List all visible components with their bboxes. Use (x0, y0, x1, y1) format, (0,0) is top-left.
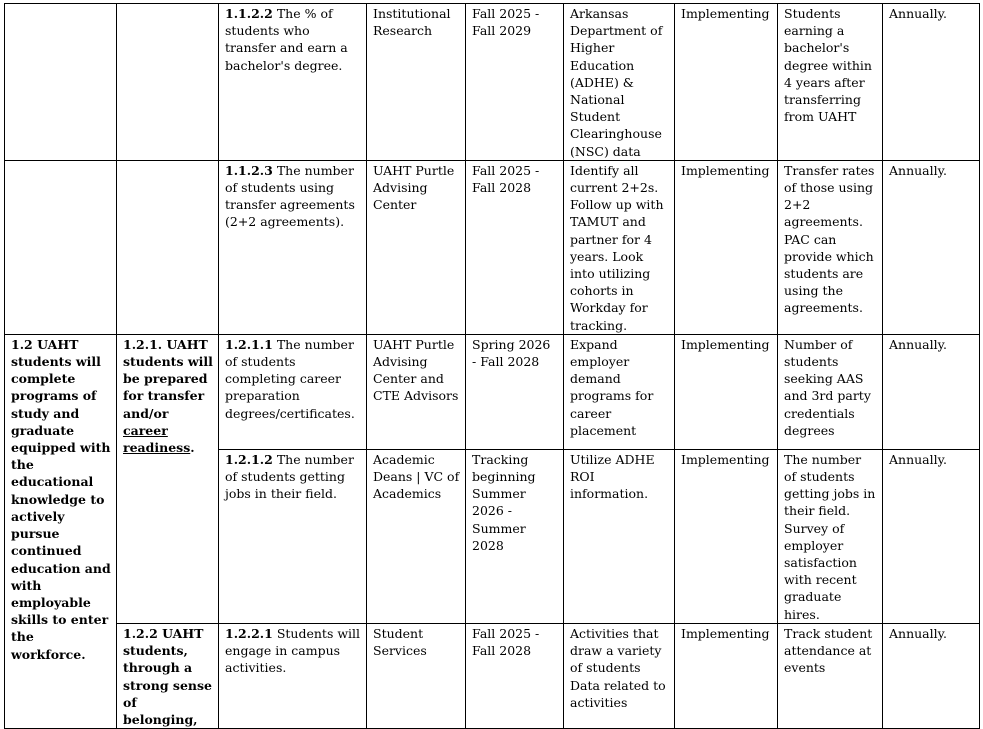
kpi-cell (219, 334, 367, 449)
measure-cell: Transfer rates of those using 2+2 agreements. PAC can provide which students are using the agreements. (778, 160, 883, 334)
frequency-cell: Annually. (883, 160, 980, 334)
status-cell: Implementing (675, 623, 778, 728)
kpi-number: 1.2.1.1 (225, 336, 273, 352)
kpi-cell (219, 623, 367, 728)
responsible-cell: Institutional Research (367, 4, 466, 161)
objective-underlined-text: career readiness (123, 422, 191, 456)
action-cell: Utilize ADHE ROI information. (564, 449, 675, 623)
responsible-cell: Student Services (367, 623, 466, 728)
timeline-cell: Fall 2025 - Fall 2028 (466, 623, 564, 728)
objective-1-2-2-cell: 1.2.2 UAHT students, through a strong sense of belonging, (117, 623, 219, 728)
kpi-number: 1.2.2.1 (225, 625, 273, 641)
timeline-cell: Tracking beginning Summer 2026 - Summer 2028 (466, 449, 564, 623)
frequency-cell: Annually. (883, 449, 980, 623)
strategic-plan-table (4, 3, 980, 729)
measure-cell: The number of students getting jobs in their field. Survey of employer satisfaction with recent graduate hires. (778, 449, 883, 623)
kpi-text: Students will engage in campus activities. (225, 625, 361, 676)
table-row (5, 160, 980, 334)
kpi-text: The number of students using transfer agreements (2+2 agreements). (225, 162, 355, 230)
responsible-cell: UAHT Purtle Advising Center (367, 160, 466, 334)
action-cell: Identify all current 2+2s. Follow up with TAMUT and partner for 4 years. Look into utilizing cohorts in Workday for tracking. (564, 160, 675, 334)
kpi-number: 1.2.1.2 (225, 451, 273, 467)
timeline-cell: Fall 2025 - Fall 2028 (466, 160, 564, 334)
goal-cell-empty (5, 160, 117, 334)
goal-1-2-cell: 1.2 UAHT students will complete programs of study and graduate equipped with the educational knowledge to actively pursue continued education and with employable skills to enter the workforce. (5, 334, 117, 728)
responsible-cell: Academic Deans | VC of Academics (367, 449, 466, 623)
goal-cell-empty (5, 4, 117, 161)
objective-end: . (190, 440, 195, 456)
kpi-cell (219, 4, 367, 161)
status-cell: Implementing (675, 160, 778, 334)
objective-text: 1.2.1. UAHT students will be prepared for transfer and/or (123, 336, 213, 421)
status-cell: Implementing (675, 334, 778, 449)
objective-1-2-1-cell (117, 334, 219, 623)
objective-cell-empty (117, 4, 219, 161)
timeline-cell: Spring 2026 - Fall 2028 (466, 334, 564, 449)
frequency-cell: Annually. (883, 334, 980, 449)
status-cell: Implementing (675, 4, 778, 161)
kpi-text: The number of students getting jobs in their field. (225, 451, 354, 502)
kpi-cell (219, 160, 367, 334)
kpi-number: 1.1.2.2 (225, 6, 273, 21)
objective-cell-empty (117, 160, 219, 334)
table-row (5, 623, 980, 728)
action-cell: Arkansas Department of Higher Education (ADHE) & National Student Clearinghouse (NSC) data (564, 4, 675, 161)
action-cell: Expand employer demand programs for career placement (564, 334, 675, 449)
kpi-text: The % of students who transfer and earn a bachelor's degree. (225, 6, 348, 73)
frequency-cell: Annually. (883, 4, 980, 161)
kpi-cell (219, 449, 367, 623)
responsible-cell: UAHT Purtle Advising Center and CTE Advisors (367, 334, 466, 449)
kpi-number: 1.1.2.3 (225, 162, 273, 178)
timeline-cell: Fall 2025 - Fall 2029 (466, 4, 564, 161)
status-cell: Implementing (675, 449, 778, 623)
table-row (5, 334, 980, 449)
action-cell: Activities that draw a variety of students Data related to activities (564, 623, 675, 728)
measure-cell: Number of students seeking AAS and 3rd party credentials degrees (778, 334, 883, 449)
table-row (5, 4, 980, 161)
frequency-cell: Annually. (883, 623, 980, 728)
kpi-text: The number of students completing career preparation degrees/certificates. (225, 336, 355, 421)
measure-cell: Track student attendance at events (778, 623, 883, 728)
measure-cell: Students earning a bachelor's degree within 4 years after transferring from UAHT (778, 4, 883, 161)
